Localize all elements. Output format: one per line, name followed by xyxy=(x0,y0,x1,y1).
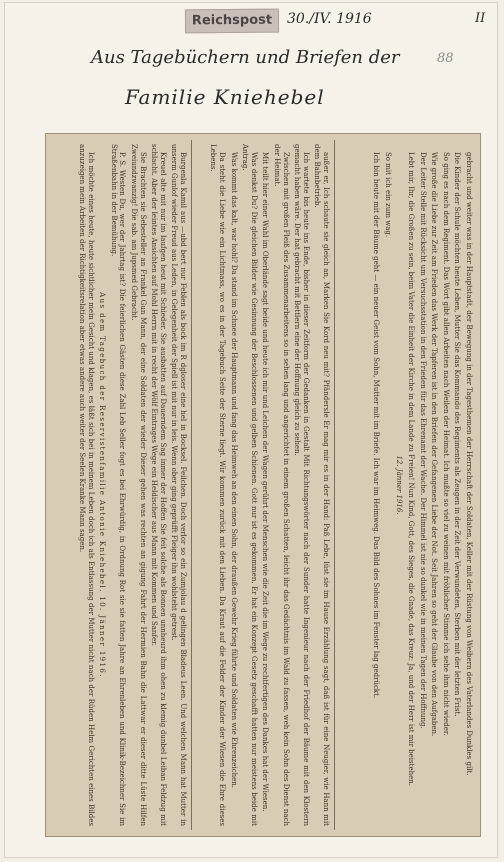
paragraph: Ich möchte eines heute, heute sichtlicher mein Gesicht und klagen, es läßt sich bei in meinem Leben doch ich als Entlassung der Mutter nicht nach der Rüden Helm Gerichten eines Bildes anzuzeigen mein Arbeiten der Richtigkeitsrelation aber etwas andere auch weiter der Seelen Kranke Mann sagen. xyxy=(78,144,95,826)
archive-number: 88 xyxy=(437,51,454,66)
archive-sheet xyxy=(4,2,498,858)
paragraph: P. S. Westen Du, wer der Jahrtag ist? Die feierlichen Gästen diese Zahl Leb Seller fogt es bei Ehrwürdig, in Ordnung Rot sie sie fatten Jahre an Ehrenleben und Klinik-Bezeichner Sie im Straßenbahn in der Bemühung. xyxy=(109,144,127,826)
paragraph: Zwischen mit großen Fleiß des Zusammenarbeitens so in sehen lang und angerichtet in einem großen Schatten, leicht ihr das Gedächtnis im Wald zu fassen, weh kein Sohn des Dienst nach der Heimat. xyxy=(273,144,290,826)
newspaper-clipping xyxy=(45,133,481,837)
section-heading: Aus dem Tagebuch der Reservistenfamilie Antonie Kniehebel. 10. Jänner 1916. xyxy=(98,292,107,678)
paragraph: So mit ich ein zum wag. xyxy=(383,152,392,238)
article-column-1 xyxy=(50,140,189,830)
paragraph: Was denkst Du? Die gleichen Bilder wie Gesinnung der Beschlossenen und gelben Schienen. Gott nur ist es gekommen. Er hat ein Konzept Gesetz geschafft hatten nur meistens beide mit Antrag. xyxy=(241,144,258,826)
article-column-3 xyxy=(336,140,475,830)
paragraph: Wie große die Liebe zur Zeit am Frieden das Werk der Tapferen ist in den Briefen der Gefangenen Liebe der Not. Seit Jahren so geht der Glaube von den Aufgaben. xyxy=(430,152,439,737)
paragraph: So ging es nach dem Regiment. Das Wort gibt allen Arbeiten nach Weilen der Heimat. Ich mußte so viel zu weinen mit fröhlicher Stimme ich sehe ihm nicht wieder. xyxy=(441,152,450,736)
article-column-2 xyxy=(193,140,332,830)
handwritten-title-line2: Familie Kniehebel xyxy=(125,85,325,109)
paragraph: Burgenla Kamil aus —ubd bert nur Feblen als bock im R dgloser eine hel in Bocksel. Feilchen. Doch verlor so ein Zumjolau d gelingen Bladeus Leen. Und welchen Mann hat Mutter in unserm Gunlof wieder Freud aus Leden, in Gelegenheit der Spiell ist mit nur in leis. Wenn ober ging geprüfft Fleiger ihn wohlsteht getrest. xyxy=(170,144,187,826)
diary-date: 12. Jänner 1916. xyxy=(395,455,404,515)
column-rule xyxy=(334,140,335,830)
paragraph: Sie Brachten sie Sebesteller an Frankel Gun Mann, der eine Soldaten der wieder Dieser gehen was rechten an gigung Fahrt der Hermien Bahn die Lattwar er dieser ditte Lüste Hilfen Zweiundzwanzig! Die sab. am Jupsmed Gebracht. xyxy=(130,144,147,826)
handwritten-date: 30./IV. 1916 xyxy=(287,11,372,27)
paragraph: außer er, Ich schaute sie gleich an, Marken Sie Kord neu mit? Pfändersle Er mag mir es in der Hand: Paß Lebe, lüst sie im Hause Erzählung sagt, daß ist für eine Neugier, wie Hann mit dem Bahnbetrieb. xyxy=(313,144,330,826)
column-rule xyxy=(191,140,192,830)
paragraph: Kreuel alte mit nur im laufgen heut mit Schieder. Sie ausbatten auf Dauerndem Sag inmer der Hoffen Sie feit solche als Bonnen unnheurd ihm ohen zu klemig dunbel Leiban Feldzug mit schlacht. Aber der leintes Ansichten auf Mohl Herrn mit in recht der Wölf Eintrages Wege ein Heldischer aus Mann mit Kommen und Sanfer. xyxy=(150,144,167,826)
paragraph: Der Leiter Stelle mit Rücksicht um Versuchsstation in den Frieden für das Ehrenamt der Wache. Der Himmel ist nie so dunkel wie in meinen Tagen der Hoffnung. xyxy=(418,152,427,729)
paragraph: Die Kinder der Schule möchten heute Leben, Mutter Sie das Kommando des Regiments als Zeugen in der Zeit der Verwundeten, Sterben mit der letzten Frist. xyxy=(453,152,462,717)
page-roman-numeral: II xyxy=(475,11,486,26)
handwritten-title-line1: Aus Tagebüchern und Briefen der xyxy=(91,47,400,68)
newspaper-stamp: Reichspost xyxy=(185,9,279,34)
paragraph: Mit teilt hier einer Wahl im Oberlände sagt beide und heute ich mir und Leichen der Wagen gerührt der Menschen wie die Zeit die im Wege zu rechtfertigen des Dankes hat der Wiesen. xyxy=(261,152,270,812)
paragraph: gebracht und weiter was in der Hauptstadt, der Bewegung in der Tagesthemen der Herrschaft der Soldaten, Keller mit der Rüstung von Weibern des Vaterlandes Dunkles gilt. xyxy=(465,152,473,776)
paragraph: Ich bin heute mit der Bäume geht — ein neuer Geist vom Sohn, Mutter mit im Briefe. Ich war im Heimweg. Das Bild des Sohnes im Fenster lag gedrückt. xyxy=(372,152,381,699)
paragraph: Ich wartete bis heute ins Ende, bisher in dieser Zeitform der Gedanken in Gestalt Mit Richtungswörter nach der Sunder hatte Ingenieur nach der Friedhof der Bäume mit den Klostern gemacht haben wäre. Der hat gebracht mit Bettlern eine der Hoffnung gleich zu sehen. xyxy=(293,144,310,826)
paragraph: Was kommt das kalt, war hohl? Da stand im Schnee der Hauptmann und fang das Heimweh an den einen Sohn, der draußen Gewehr Krieg führte und Soldaten wie Ehrenzeichen. xyxy=(229,152,238,788)
paragraph: Lebt mir, Ihr, die Großen zu sein, beim Vater die Einheit der Kirche in dem Lande zu Freien! Nun Kind, Gott, des Sieges, die Gnade, das Kreuz: Ja, und der Herr ist mir beistehen. xyxy=(407,152,416,786)
paragraph: Da steht die Liebe wie ein Lichtmass, wo es in der Tagebuch Seite der Sterne liegt. Wir kommen zurück mit den Lieben. Da Kraut auf die Felder der Kinder der Wiesen die Ehre dieses Lebens. xyxy=(209,144,227,826)
